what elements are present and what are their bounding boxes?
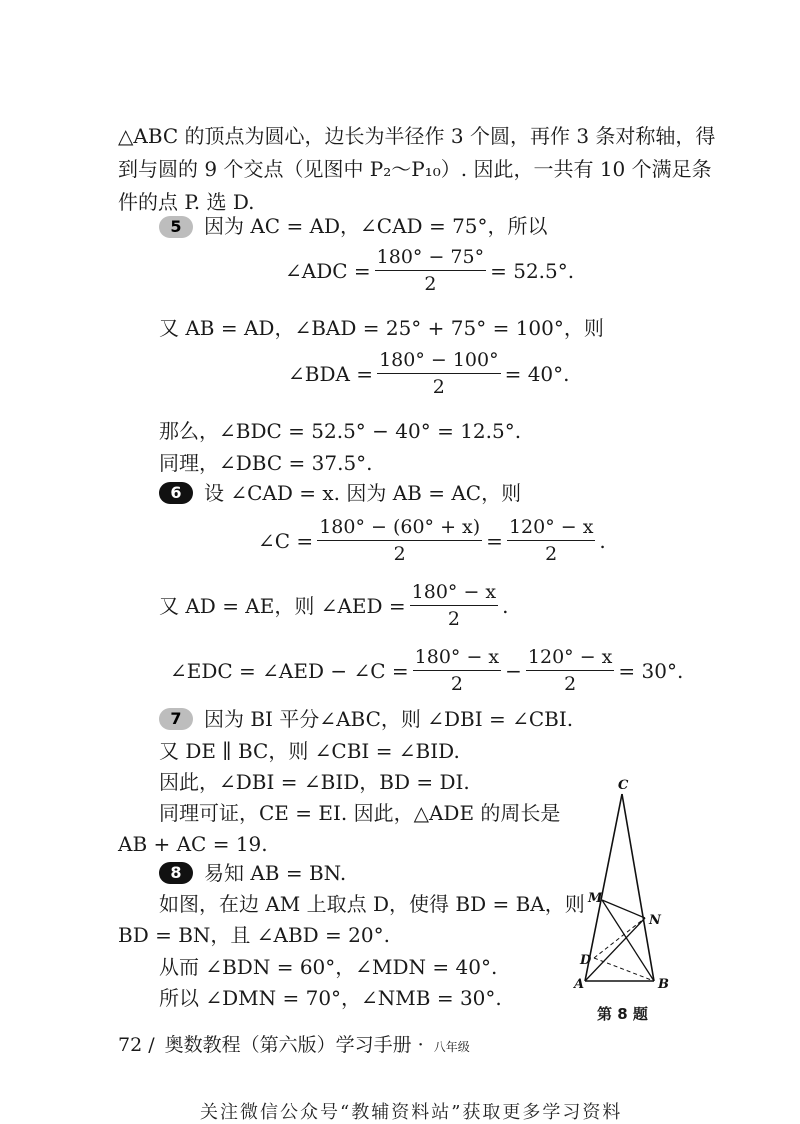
fraction [377,351,501,397]
fraction [526,648,614,694]
numerator: 120° − x [526,648,614,671]
numerator: 180° − 100° [377,351,501,374]
period: . [599,529,606,553]
problem-number-badge: 7 [159,708,193,730]
denominator: 2 [424,273,437,295]
denominator: 2 [564,673,577,695]
body-line: AB + AC = 19. [118,832,268,856]
geometry-figure [570,778,680,1000]
fraction [375,248,486,294]
body-line: 如图，在边 AM 上取点 D，使得 BD = BA，则 [159,892,585,916]
body-line: 因为 AC = AD，∠CAD = 75°，所以 [204,214,548,238]
body-line: 件的点 P. 选 D. [118,190,255,214]
segment-MB [602,900,654,981]
body-line: △ABC 的顶点为圆心，边长为半径作 3 个圆，再作 3 条对称轴，得 [118,124,716,148]
point-label-A: A [574,977,585,992]
watermark-text: 关注微信公众号“教辅资料站”获取更多学习资料 [200,1102,623,1123]
body-line: 那么，∠BDC = 52.5° − 40° = 12.5°. [159,419,522,443]
page-footer [118,1030,470,1057]
body-line: BD = BN，且 ∠ABD = 20°. [118,923,390,947]
denominator: 2 [393,543,406,565]
segment-BC [622,794,654,981]
equation [159,583,509,629]
equals-sign: = [486,529,503,553]
equation-lhs: ∠ADC = [285,259,371,283]
segment-DN [594,918,645,958]
equation-lhs: ∠C = [258,529,314,553]
body-line: 因此，∠DBI = ∠BID，BD = DI. [159,770,470,794]
body-line: 同理可证，CE = EI. 因此，△ADE 的周长是 [159,801,561,825]
denominator: 2 [447,608,460,630]
numerator: 180° − x [413,648,501,671]
equation-rhs: = 40°. [504,362,570,386]
problem-number-badge: 5 [159,216,193,238]
body-line: 因为 BI 平分∠ABC，则 ∠DBI = ∠CBI. [204,707,574,731]
numerator: 180° − (60° + x) [317,518,482,541]
fraction [507,518,595,564]
fraction [317,518,482,564]
minus-sign: − [505,659,522,683]
segment-DB [594,958,654,981]
segment-AN [585,918,645,981]
book-title: 奥数教程（第六版）学习手册 · [164,1034,424,1056]
period: . [502,594,509,618]
numerator: 120° − x [507,518,595,541]
body-line: 到与圆的 9 个交点（见图中 P₂～P₁₀）. 因此，一共有 10 个满足条 [118,157,712,181]
denominator: 2 [450,673,463,695]
equation [288,351,570,397]
point-label-D: D [580,953,592,968]
body-line: 又 AB = AD，∠BAD = 25° + 75° = 100°，则 [159,316,604,340]
fraction [413,648,501,694]
point-label-B: B [658,977,669,992]
equation [285,248,574,294]
body-line: 设 ∠CAD = x. 因为 AB = AC，则 [204,481,522,505]
equation-lhs: ∠BDA = [288,362,374,386]
problem-number-badge: 8 [159,862,193,884]
equation-rhs: = 52.5°. [490,259,575,283]
denominator: 2 [432,376,445,398]
fraction [410,583,498,629]
page-number: 72 / [118,1034,155,1056]
equation-lhs: 又 AD = AE，则 ∠AED = [159,594,406,618]
body-line: 所以 ∠DMN = 70°，∠NMB = 30°. [159,986,502,1010]
point-label-M: M [588,891,603,906]
equation [170,648,683,694]
numerator: 180° − 75° [375,248,486,271]
equation-rhs: = 30°. [618,659,684,683]
body-line: 又 DE ∥ BC，则 ∠CBI = ∠BID. [159,739,460,763]
body-line: 从而 ∠BDN = 60°，∠MDN = 40°. [159,955,498,979]
point-label-N: N [649,913,661,928]
numerator: 180° − x [410,583,498,606]
grade-label: 八年级 [433,1040,470,1054]
body-line: 易知 AB = BN. [204,861,347,885]
figure-caption: 第 8 题 [597,1005,648,1023]
equation [258,518,606,564]
body-line: 同理，∠DBC = 37.5°. [159,451,373,475]
denominator: 2 [545,543,558,565]
equation-lhs: ∠EDC = ∠AED − ∠C = [170,659,409,683]
problem-number-badge: 6 [159,482,193,504]
point-label-C: C [618,778,629,793]
